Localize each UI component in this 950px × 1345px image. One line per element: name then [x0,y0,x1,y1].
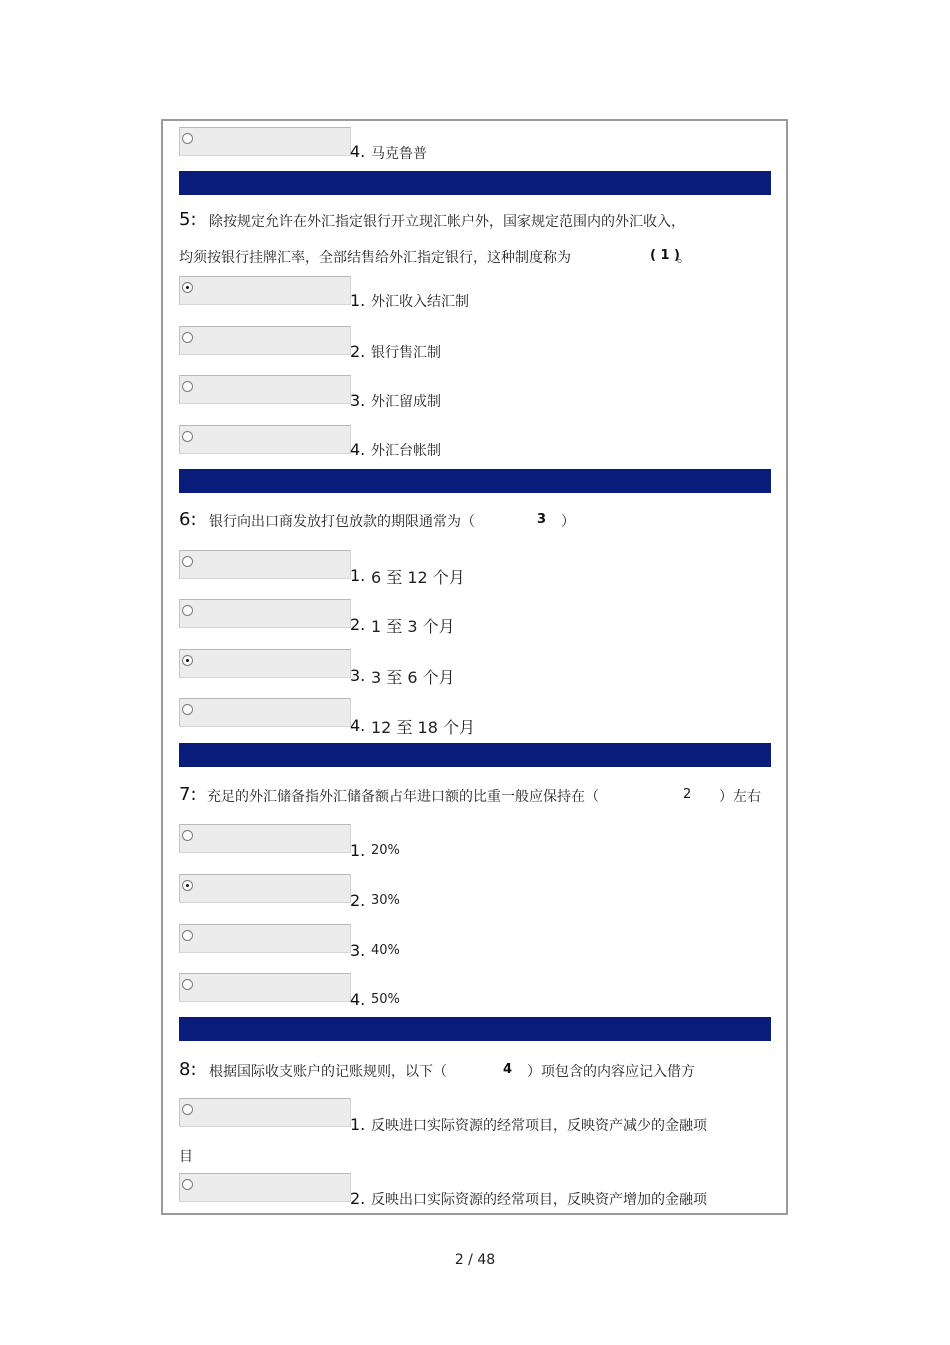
radio-button[interactable] [182,1104,193,1115]
option-number: 2. [350,1189,366,1208]
radio-button[interactable] [182,431,193,442]
option-box[interactable] [179,874,351,903]
option-text: 30% [371,893,400,908]
option-box[interactable] [179,425,351,454]
option-box[interactable] [179,550,351,579]
option-number: 4. [350,716,366,735]
radio-button[interactable] [182,605,193,616]
question-separator-bar [179,743,771,767]
option-box[interactable] [179,1098,351,1127]
question-text: 银行向出口商发放打包放款的期限通常为（ [209,514,475,530]
question-number: 8: [179,1059,197,1080]
option-text: 6 至 12 个月 [371,568,465,587]
option-text: 外汇台帐制 [371,443,441,459]
question-text: 充足的外汇储备指外汇储备额占年进口额的比重一般应保持在（ [207,789,599,805]
option-box[interactable] [179,824,351,853]
question-number: 7: [179,784,197,805]
option-number: 1. [350,841,366,860]
option-number: 2. [350,615,366,634]
radio-button[interactable] [182,556,193,567]
question-tail: 。 [677,250,691,266]
option-text: 外汇收入结汇制 [371,294,469,310]
answer-value: 2 [683,787,692,802]
page-number: 2 / 48 [454,1252,496,1268]
option-text: 20% [371,843,400,858]
radio-button[interactable] [182,830,193,841]
option-number: 2. [350,891,366,910]
question-text-continued: 均须按银行挂牌汇率，全部结售给外汇指定银行，这种制度称为 [179,250,571,266]
option-text: 12 至 18 个月 [371,718,475,737]
radio-button-selected[interactable] [182,880,193,891]
radio-button[interactable] [182,1179,193,1190]
question-text: 除按规定允许在外汇指定银行开立现汇帐户外，国家规定范围内的外汇收入， [209,214,685,230]
option-text: 1 至 3 个月 [371,617,455,636]
radio-button[interactable] [182,930,193,941]
option-number: 4. [350,440,366,459]
question-separator-bar [179,171,771,195]
option-text: 反映出口实际资源的经常项目，反映资产增加的金融项 [371,1192,707,1208]
radio-button[interactable] [182,133,193,144]
option-number: 1. [350,566,366,585]
question-text: 根据国际收支账户的记账规则，以下（ [209,1064,447,1080]
option-text: 反映进口实际资源的经常项目，反映资产减少的金融项 [371,1118,707,1134]
answer-value: 3 [537,512,547,527]
question-number: 5: [179,209,197,230]
option-text: 3 至 6 个月 [371,668,455,687]
option-box[interactable] [179,649,351,678]
option-box[interactable] [179,127,351,156]
option-box[interactable] [179,1173,351,1202]
radio-button-selected[interactable] [182,655,193,666]
option-number: 2. [350,342,366,361]
option-text: 马克鲁普 [371,146,427,162]
option-box[interactable] [179,326,351,355]
option-box[interactable] [179,276,351,305]
question-separator-bar [179,469,771,493]
option-box[interactable] [179,375,351,404]
option-number: 1. [350,1115,366,1134]
radio-button[interactable] [182,332,193,343]
radio-button[interactable] [182,979,193,990]
radio-button[interactable] [182,381,193,392]
radio-button[interactable] [182,704,193,715]
option-number: 3. [350,941,366,960]
radio-button-selected[interactable] [182,282,193,293]
option-number: 3. [350,666,366,685]
question-number: 6: [179,509,197,530]
option-text: 银行售汇制 [371,345,441,361]
question-separator-bar [179,1017,771,1041]
option-number: 3. [350,391,366,410]
option-box[interactable] [179,698,351,727]
option-number: 4. [350,142,366,161]
option-text: 外汇留成制 [371,394,441,410]
option-number: 1. [350,291,366,310]
answer-value: 4 [503,1062,513,1077]
quiz-frame [161,119,788,1215]
option-box[interactable] [179,599,351,628]
question-close: ） [561,514,575,530]
question-close: ）左右 [719,789,761,805]
answer-value: ( 1 ) [650,248,680,263]
option-text: 40% [371,943,400,958]
option-box[interactable] [179,973,351,1002]
question-close: ）项包含的内容应记入借方 [527,1064,695,1080]
option-box[interactable] [179,924,351,953]
option-number: 4. [350,990,366,1009]
option-text-wrap: 目 [179,1149,193,1165]
option-text: 50% [371,992,400,1007]
